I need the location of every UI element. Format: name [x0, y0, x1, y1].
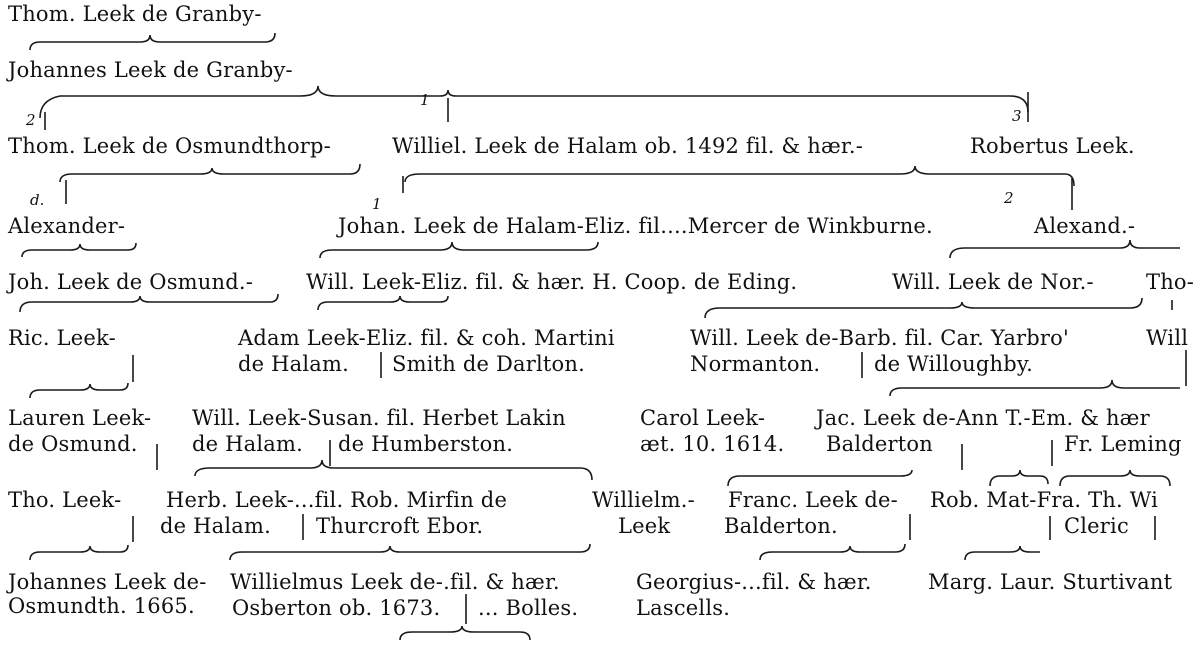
- mark-d: d.: [30, 191, 45, 209]
- person-thom-leek-osmundthorp: Thom. Leek de Osmundthorp-: [8, 134, 331, 158]
- person-bolles: ... Bolles.: [478, 596, 579, 620]
- son-number-1: 1: [420, 91, 430, 109]
- person-thom-leek-granby: Thom. Leek de Granby-: [8, 2, 262, 26]
- person-will-leek-susan: Will. Leek-Susan. fil. Herbet Lakin: [192, 406, 566, 430]
- person-alexand: Alexand.-: [1034, 214, 1136, 238]
- place-smith-de-darlton: Smith de Darlton.: [392, 352, 585, 376]
- place-de-halam: de Halam.: [160, 514, 272, 538]
- person-georgius: Georgius-...fil. & hær.: [636, 570, 872, 594]
- place-balderton: Balderton.: [724, 514, 838, 538]
- place-normanton: Normanton.: [690, 352, 821, 376]
- place-osberton-1673: Osberton ob. 1673.: [232, 596, 441, 620]
- place-lascells: Lascells.: [636, 596, 731, 620]
- person-fr-leming: Fr. Leming: [1064, 432, 1182, 456]
- person-will-leek-eliz: Will. Leek-Eliz. fil. & hær. H. Coop. de Eding.: [306, 270, 798, 294]
- persons-rob-mat-fra-th-wi: Rob. Mat-Fra. Th. Wi: [930, 488, 1159, 512]
- place-de-willoughby: de Willoughby.: [874, 352, 1034, 376]
- person-willielmus-leek: Willielmus Leek de-.fil. & hær.: [230, 570, 560, 594]
- son-number-2: 2: [1004, 189, 1014, 207]
- person-adam-leek: Adam Leek-Eliz. fil. & coh. Martini: [238, 326, 615, 350]
- person-williel-leek-halam: Williel. Leek de Halam ob. 1492 fil. & hær.-: [392, 134, 864, 158]
- age-note-1614: æt. 10. 1614.: [640, 432, 785, 456]
- title-cleric: Cleric: [1064, 514, 1129, 538]
- son-number-2: 2: [26, 111, 36, 129]
- person-lauren-leek: Lauren Leek-: [8, 406, 152, 430]
- person-herb-leek: Herb. Leek-...fil. Rob. Mirfin de: [166, 488, 508, 512]
- person-tho-leek: Tho. Leek-: [8, 488, 122, 512]
- person-will-leek-normanton: Will. Leek de-Barb. fil. Car. Yarbro': [690, 326, 1069, 350]
- person-alexander: Alexander-: [8, 214, 126, 238]
- person-franc-leek: Franc. Leek de-: [728, 488, 898, 512]
- place-balderton: Balderton: [826, 432, 933, 456]
- person-will-leek-nor: Will. Leek de Nor.-: [892, 270, 1094, 294]
- place-de-humberston: de Humberston.: [338, 432, 514, 456]
- person-willielm: Willielm.-: [592, 488, 695, 512]
- place-de-halam: de Halam.: [238, 352, 350, 376]
- person-jac-leek: Jac. Leek de-Ann T.-Em. & hær: [816, 406, 1150, 430]
- place-de-osmund: de Osmund.: [8, 432, 138, 456]
- person-tho: Tho-: [1146, 270, 1195, 294]
- person-carol-leek: Carol Leek-: [640, 406, 766, 430]
- person-johannes-leek-granby: Johannes Leek de Granby-: [8, 58, 293, 82]
- person-ric-leek: Ric. Leek-: [8, 326, 116, 350]
- son-number-1: 1: [372, 195, 382, 213]
- person-joh-leek-osmund: Joh. Leek de Osmund.-: [8, 270, 254, 294]
- place-osmundth-1665: Osmundth. 1665.: [8, 594, 195, 618]
- person-will: Will: [1146, 326, 1189, 350]
- person-marg-laur-sturtivant: Marg. Laur. Sturtivant: [928, 570, 1173, 594]
- person-johannes-leek-osmundth: Johannes Leek de-: [8, 570, 207, 594]
- person-willielm-surname: Leek: [618, 514, 671, 538]
- place-thurcroft-ebor: Thurcroft Ebor.: [316, 514, 484, 538]
- person-johan-leek-halam: Johan. Leek de Halam-Eliz. fil....Mercer de Winkburne.: [338, 214, 933, 238]
- place-de-halam: de Halam.: [192, 432, 304, 456]
- son-number-3: 3: [1012, 107, 1022, 125]
- person-robertus-leek: Robertus Leek.: [970, 134, 1135, 158]
